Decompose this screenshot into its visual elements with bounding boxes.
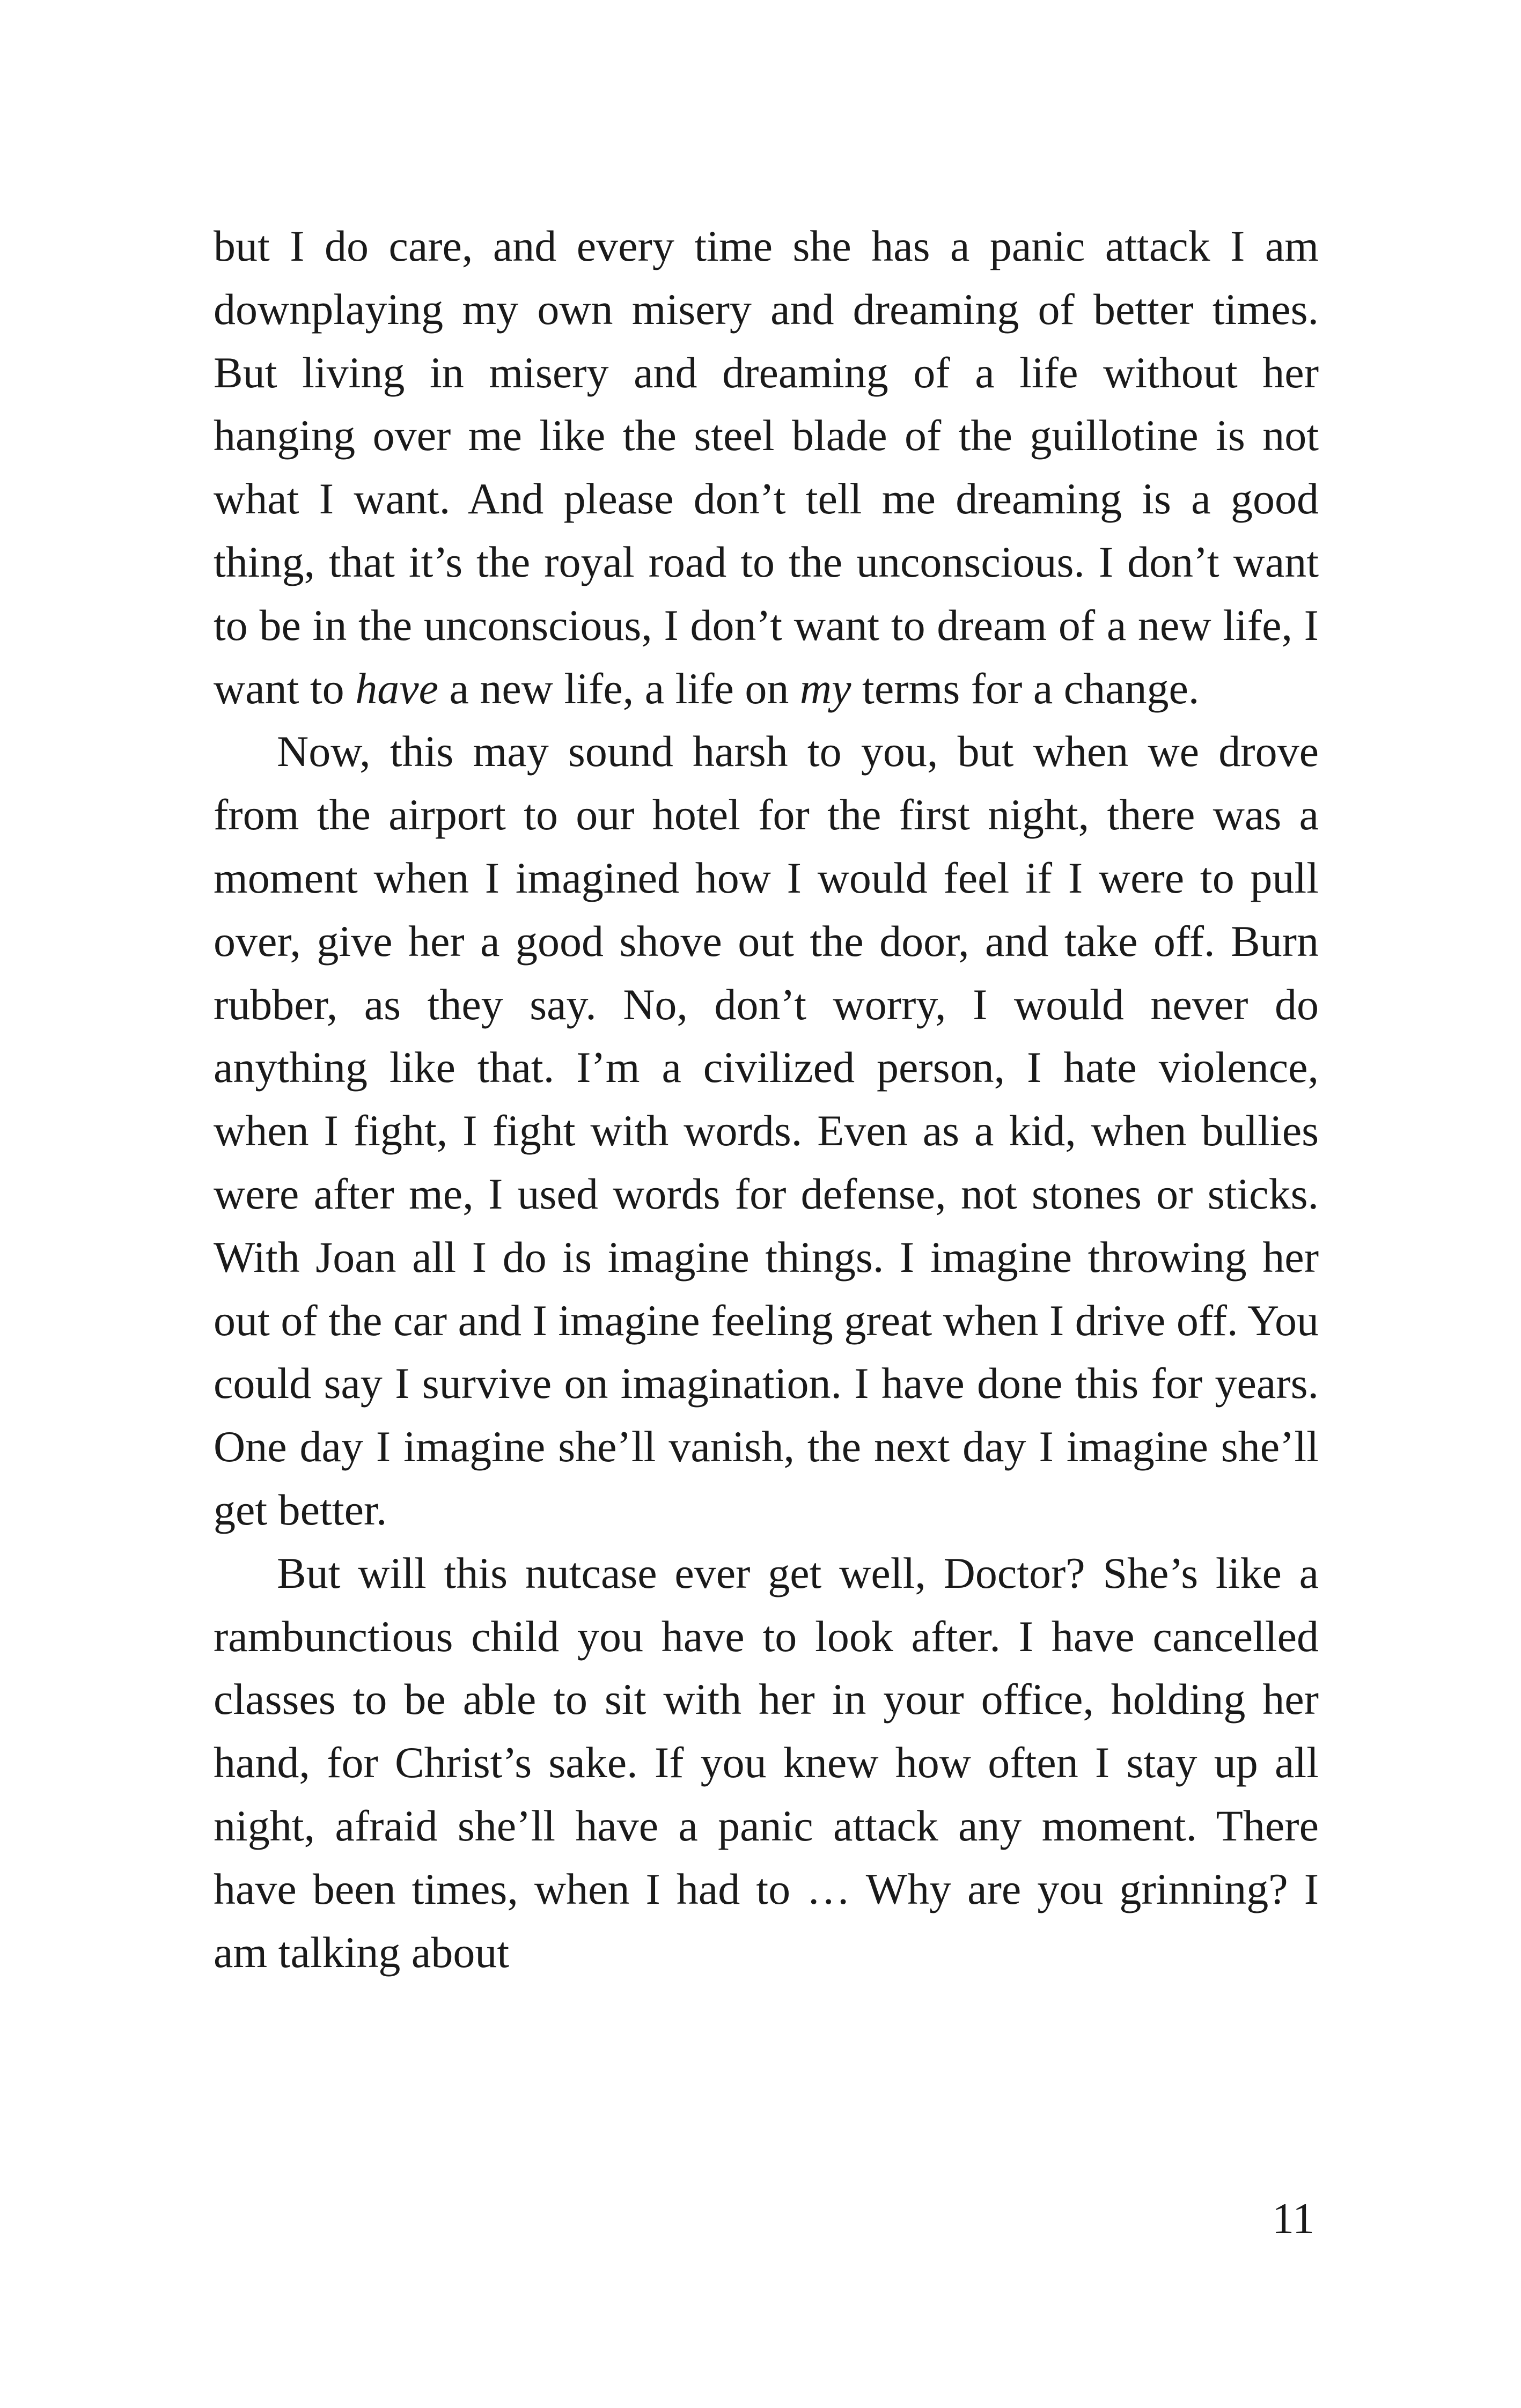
italic-text-have: have <box>355 664 438 713</box>
page-number: 11 <box>1272 2194 1314 2243</box>
text-segment: Now, this may sound harsh to you, but when we drove from the airport to our hotel for the first night, there was a moment when I imagined how I would feel if I were to pull over, give her a good shove out the door, and take off. Burn rubber, as they say. No, don’t worry, I would never do anything like that. I’m a civilized person, I hate violence, when I fight, I fight with words. Even as a kid, when bullies were after me, I used words for defense, not stones or sticks. With Joan all I do is imagine things. I imagine throwing her out of the car and I imagine feeling great when I drive off. You could say I survive on imagination. I have done this for years. One day I imagine she’ll vanish, the next day I imagine she’ll get better. <box>214 727 1319 1534</box>
text-segment: terms for a change. <box>851 664 1200 713</box>
paragraph-1 <box>214 215 1319 720</box>
text-segment: but I do care, and every time she has a panic attack I am downplaying my own misery and dreaming of better times. But living in misery and dreaming of a life without her hanging over me like the steel blade of the guillotine is not what I want. And please don’t tell me dreaming is a good thing, that it’s the royal road to the unconscious. I don’t want to be in the unconscious, I don’t want to dream of a new life, I want to <box>214 222 1319 713</box>
paragraph-3 <box>214 1542 1319 1984</box>
paragraph-2 <box>214 720 1319 1541</box>
body-text <box>214 215 1319 1984</box>
text-segment: But will this nutcase ever get well, Doctor? She’s like a rambunctious child you have to look after. I have cancelled classes to be able to sit with her in your office, holding her hand, for Christ’s sake. If you knew how often I stay up all night, afraid she’ll have a panic attack any moment. There have been times, when I had to … Why are you grinning? I am talking about <box>214 1548 1319 1977</box>
italic-text-my: my <box>799 664 851 713</box>
text-segment: a new life, a life on <box>438 664 800 713</box>
